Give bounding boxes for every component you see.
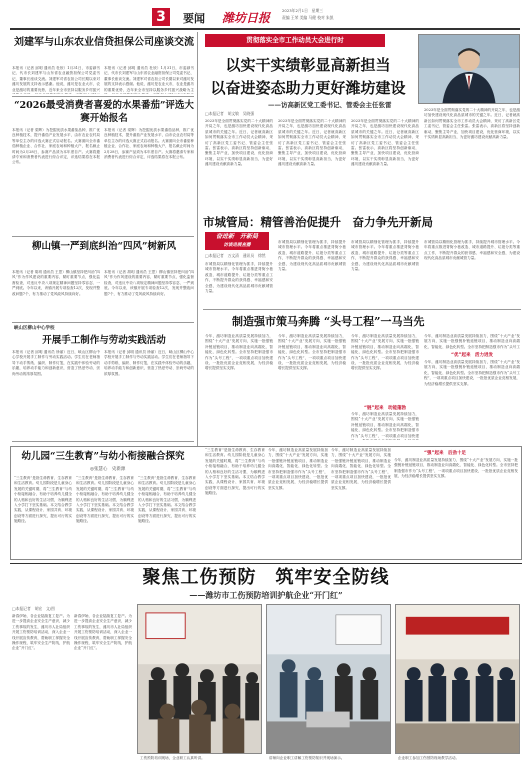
- section-name: 要闻: [183, 12, 205, 25]
- training-caption-1: 工伤预防培训现场，企业职工认真听讲。: [140, 756, 205, 760]
- cp-article-body-col-3b: 今年，潍坊制造业高质量发展持续加力，围绕“十大产业”发展方向，实施一批强链补链延链项目，推动制造业向高端化、智能化、绿色化转型。全市坚持把制造强市作为“头号工程”，一项项重点项目加快建: [351, 412, 419, 438]
- cp-article-headline: 制造强市策马奔腾 “头号工程”一马当先: [232, 315, 425, 328]
- page-number: 3: [152, 8, 170, 26]
- article-separator: [12, 236, 194, 237]
- date-line: 2023年2月1日 星期三: [282, 8, 324, 13]
- article-separator: [12, 96, 194, 97]
- essay-body-col-5: 今年，潍坊制造业高质量发展持续加力，围绕“十大产业”发展方向，实施一批强链补链延链项目，推动制造业向高端化、智能化、绿色化转型。全市坚持把制造强市作为“头号工程”，一项项重点项目加快建设，一批批优质企业竞相发展，为经济稳增长提供坚实支撑。: [268, 448, 328, 490]
- article-4-body: 本报讯（记者 邱明 通讯员 徐丽）近日，峡山区柳山中心学校开展手工制作与劳动实践活动。学生们在老师指导下动手剪纸、编织、制作灯笼，在实践中体验劳动的乐趣，培养动手能力和创新意识，营造了热爱劳动、崇尚劳动的浓厚氛围。: [12, 350, 100, 376]
- city-panel-kicker: 奋进新 开新局: [215, 233, 258, 240]
- feature-headline-2: 以奋进姿态助力更好潍坊建设: [210, 79, 406, 97]
- article-3-body-cont: 本报讯（记者 胡玥 通讯员 王思）柳山镇坚持把纠治“四风”作为作风建设的重要内容，紧盯重要节点，强化监督检查，对违反中央八项规定精神问题坚持零容忍、一严到底。今年以来，该镇开展专项检查12次，发现并整改问题7个，有力推动了党风政风持续向好。: [104, 270, 194, 296]
- article-3-body: 本报讯（记者 胡玥 通讯员 王思）柳山镇坚持把纠治“四风”作为作风建设的重要内容，紧盯重要节点，强化监督检查，对违反中央八项规定精神问题坚持零容忍、一严到底。今年以来，该镇开展专项检查12次，发现并整改问题7个，有力推动了党风政风持续向好。: [12, 270, 100, 296]
- cp-article-body-col-1: 今年，潍坊制造业高质量发展持续加力，围绕“十大产业”发展方向，实施一批强链补链延链项目，推动制造业向高端化、智能化、绿色化转型。全市坚持把制造强市作为“头号工程”，一项项重点项目加快建设，一批批优质企业竞相发展，为经济稳增长提供坚实支撑。: [205, 334, 273, 371]
- city-panel-body-col-1: 市城管局以精细化管理为抓手，持续提升城市管理水平。今年将重点推进背街小巷改造、城市道路提升、垃圾分类等重点工作，不断提升群众的获得感、幸福感和安全感，为建设现代化高品质城市贡献城管力量。: [205, 262, 273, 294]
- bottom-rule: [10, 563, 522, 564]
- cp-article-body-col-4b: 今年，潍坊制造业高质量发展持续加力，围绕“十大产业”发展方向，实施一批强链补链延链项目，推动制造业向高端化、智能化、绿色化转型。全市坚持把制造强市作为“头号工程”，一项项重点项目加快建设，一批批优质企业竞相发展，为经济稳增长提供坚实支撑。: [424, 360, 520, 386]
- cp-article-pull-2: “优”起来 活力迸发: [451, 353, 493, 358]
- cp-article-pull-1: “链”起来 动能蓬勃: [364, 406, 406, 411]
- feature-body-col-2: 2023年是全面贯彻落实党的二十大精神的开局之年，也是潍坊加快建设现代化高品质城市的关键之年。近日，记者就高新区如何贯彻落实全市工作动员大会精神，采访了高新区党工委书记、管委会主任张雷。张雷表示，高新区将坚持创新驱动，聚焦主导产业，加快项目建设，优化营商环境，以实干实绩彰显高新担当，为更好潍坊建设贡献高新力量。: [278, 119, 346, 167]
- article-3-title: 柳山镇一严到底纠治“四风”树新风: [32, 241, 176, 252]
- city-panel-body-col-2: 市城管局以精细化管理为抓手，持续提升城市管理水平。今年将重点推进背街小巷改造、城市道路提升、垃圾分类等重点工作，不断提升群众的获得感、幸福感和安全感，为建设现代化高品质城市贡献城管力量。: [278, 240, 346, 272]
- feature-byline: □本报记者 胡文敏 吴晓强: [205, 111, 255, 116]
- masthead-rule: [10, 28, 520, 30]
- training-caption-2: 讲师向企业职工讲解工伤预防知识并现场演示。: [269, 756, 345, 760]
- city-panel-body-col-3: 市城管局以精细化管理为抓手，持续提升城市管理水平。今年将重点推进背街小巷改造、城市道路提升、垃圾分类等重点工作，不断提升群众的获得感、幸福感和安全感，为建设现代化高品质城市贡献城管力量。: [351, 240, 419, 272]
- city-panel-byline: □本报记者 万文清 通讯员 徐然: [205, 253, 266, 258]
- article-1-body: 本报讯（记者 邱明 通讯员 杜欣）1月31日，市委副书记、代市长刘建军与山东省农业融资担保公司党委书记、董事长座谈交流。刘建军对省农担公司长期以来对潍坊发展的支持表示感谢。他说，潍坊是农业大市，农业是潍坊的重要优势，近年来全市坚持以服务乡村振兴: [12, 66, 100, 92]
- city-panel-headline: 市城管局：精管善治促提升 奋力争先开新局: [203, 215, 433, 229]
- city-panel-body-col-4: 市城管局以精细化管理为抓手，持续提升城市管理水平。今年将重点推进背街小巷改造、城市道路提升、垃圾分类等重点工作，不断提升群众的获得感、幸福感和安全感，为建设现代化高品质城市贡献城管力量。: [424, 240, 520, 261]
- article-separator: [12, 322, 194, 323]
- feature-subhead: ——访高新区党工委书记、管委会主任张雷: [268, 101, 392, 109]
- essay-body-col-6: 今年，潍坊制造业高质量发展持续加力，围绕“十大产业”发展方向，实施一批强链补链延链项目，推动制造业向高端化、智能化、绿色化转型。全市坚持把制造强市作为“头号工程”，一项项重点项目加快建设，一批批优质企业竞相发展，为经济稳增长提供坚实支撑。: [331, 448, 391, 490]
- newspaper-brand: 潍坊日报: [222, 11, 271, 25]
- cp-article-body-col-4: 今年，潍坊制造业高质量发展持续加力，围绕“十大产业”发展方向，实施一批强链补链延链项目，推动制造业向高端化、智能化、绿色化转型。全市坚持把制造强市作为“头号工: [424, 334, 520, 349]
- essay-body-col-3: “三生教育”是指生命教育、生存教育和生活教育。幼儿园阶段是儿童身心发展的关键时期，将“三生教育”与幼小衔接相融合，有助于培养幼儿健全的人格和良好的生活习惯，为顺利进入小学打下坚实基础。本文结合教学实践，从课程设计、家园共育、环境创设等方面进行探究，提出可行的实施路径。: [138, 476, 196, 524]
- cp-article-body-col-3: 今年，潍坊制造业高质量发展持续加力，围绕“十大产业”发展方向，实施一批强链补链延链项目，推动制造业向高端化、智能化、绿色化转型。全市坚持把制造强市作为“头号工程”，一项项重点项目加快建设，一批批优质企业竞相发展，为经济稳增长提供坚实支撑。: [351, 334, 419, 371]
- bottom-body-col-1: 新春伊始，各企业陆续复工复产。为进一步提高企业安全生产意识，减少工伤事故的发生，潍坊市人社局组织开展工伤预防培训活动，深入企业一线开展宣传教育，帮助职工掌握安全操作规程，筑牢安全生产防线，护航企业“开门红”。: [12, 614, 70, 651]
- essay-body-col-2: “三生教育”是指生命教育、生存教育和生活教育。幼儿园阶段是儿童身心发展的关键时期，将“三生教育”与幼小衔接相融合，有助于培养幼儿健全的人格和良好的生活习惯，为顺利进入小学打下坚实基础。本文结合教学实践，从课程设计、家园共育、环境创设等方面进行探究，提出可行的实施路径。: [76, 476, 134, 524]
- essay-body-col-7: 今年，潍坊制造业高质量发展持续加力，围绕“十大产业”发展方向，实施一批强链补链延链项目，推动制造业向高端化、智能化、绿色化转型。全市坚持把制造强市作为“头号工程”，一项项重点项目加快建设，一批批优质企业竞相发展，为经济稳增长提供坚实支撑。: [394, 458, 518, 479]
- essay-body-col-1: “三生教育”是指生命教育、生存教育和生活教育。幼儿园阶段是儿童身心发展的关键时期，将“三生教育”与幼小衔接相融合，有助于培养幼儿健全的人格和良好的生活习惯，为顺利进入小学打下坚实基础。本文结合教学实践，从课程设计、家园共育、环境创设等方面进行探究，提出可行的实施路径。: [14, 476, 72, 524]
- essay-body-col-4: “三生教育”是指生命教育、生存教育和生活教育。幼儿园阶段是儿童身心发展的关键时期，将“三生教育”与幼小衔接相融合，有助于培养幼儿健全的人格和良好的生活习惯，为顺利进入小学打下坚实基础。本文结合教学实践，从课程设计、家园共育、环境创设等方面进行探究，提出可行的实施路径。: [205, 448, 265, 496]
- article-4-kicker: 峡山区柳山中心学校: [14, 326, 55, 331]
- article-1-title: 刘建军与山东农业信贷担保公司座谈交流: [14, 37, 194, 48]
- article-2-body: 本报讯（记者 梁辉）为挖掘优质水果番茄品种，推广优良种植技术，提升番茄产业发展水平，由市农业农村局等单位主办的评选大赛正式启动报名。大赛面向全市番茄种植企业、合作社、家庭农场和种植大户，报名截止时间为2月28日，参赛产品须为本年度自产。大赛将邀请专家和消费者代表进行综合评定，评选结果将在本报公布。: [12, 128, 100, 165]
- training-photo-1: [137, 604, 262, 754]
- section-separator: [203, 309, 521, 310]
- article-separator: [12, 441, 194, 442]
- city-panel-kicker-box: [205, 232, 269, 250]
- article-4-body-cont: 本报讯（记者 邱明 通讯员 徐丽）近日，峡山区柳山中心学校开展手工制作与劳动实践活动。学生们在老师指导下动手剪纸、编织、制作灯笼，在实践中体验劳动的乐趣，培养动手能力和创新意识，营造了热爱劳动、崇尚劳动的浓厚氛围。: [104, 350, 194, 376]
- feature-body-col-3: 2023年是全面贯彻落实党的二十大精神的开局之年，也是潍坊加快建设现代化高品质城市的关键之年。近日，记者就高新区如何贯彻落实全市工作动员大会精神，采访了高新区党工委书记、管委会主任张雷。张雷表示，高新区将坚持创新驱动，聚焦主导产业，加快项目建设，优化营商环境，以实干实绩彰显高新担当，为更好潍坊建设贡献高新力量。: [351, 119, 419, 167]
- bottom-byline: □本报记者 胡宏 文/图: [12, 606, 55, 611]
- feature-body-col-1: 2023年是全面贯彻落实党的二十大精神的开局之年，也是潍坊加快建设现代化高品质城市的关键之年。近日，记者就高新区如何贯彻落实全市工作动员大会精神，采访了高新区党工委书记、管委会主任张雷。张雷表示，高新区将坚持创新驱动，聚焦主导产业，加快项目建设，优化营商环境，以实干实绩彰显高新担当，为更好潍坊建设贡献高新力量。: [205, 119, 273, 167]
- article-2-body-cont: 本报讯（记者 梁辉）为挖掘优质水果番茄品种，推广优良种植技术，提升番茄产业发展水平，由市农业农村局等单位主办的评选大赛正式启动报名。大赛面向全市番茄种植企业、合作社、家庭农场和种植大户，报名截止时间为2月28日，参赛产品须为本年度自产。大赛将邀请专家和消费者代表进行综合评定，评选结果将在本报公布。: [104, 128, 194, 160]
- cp-article-body-col-2: 今年，潍坊制造业高质量发展持续加力，围绕“十大产业”发展方向，实施一批强链补链延链项目，推动制造业向高端化、智能化、绿色化转型。全市坚持把制造强市作为“头号工程”，一项项重点项目加快建设，一批批优质企业竞相发展，为经济稳增长提供坚实支撑。: [278, 334, 346, 371]
- feature-body-col-4: 2023年是全面贯彻落实党的二十大精神的开局之年，也是潍坊加快建设现代化高品质城市的关键之年。近日，记者就高新区如何贯彻落实全市工作动员大会精神，采访了高新区党工委书记、管委会主任张雷。张雷表示，高新区将坚持创新驱动，聚焦主导产业，加快项目建设，优化营商环境，以实干实绩彰显高新担当，为更好潍坊建设贡献高新力量。: [424, 108, 520, 140]
- training-photo-3: [395, 604, 520, 754]
- feature-portrait-photo: [418, 34, 520, 104]
- article-1-body-cont: 本报讯（记者 邱明 通讯员 杜欣）1月31日，市委副书记、代市长刘建军与山东省农业融资担保公司党委书记、董事长座谈交流。刘建军对省农担公司长期以来对潍坊发展的支持表示感谢。他说，潍坊是农业大市，农业是潍坊的重要优势，近年来全市坚持以服务乡村振兴战略为主: [104, 66, 194, 92]
- article-2-title: “2026最受消费者喜爱的水果番茄”评选大赛开始报名: [14, 100, 194, 124]
- training-photo-2: [266, 604, 391, 754]
- essay-title: 幼儿园“三生教育”与幼小衔接融合探究: [21, 451, 185, 462]
- column-divider: [197, 32, 198, 446]
- cp-article-pull-3: “强”起来 后劲十足: [424, 451, 466, 456]
- feature-headline-1: 以实干实绩彰显高新担当: [225, 56, 391, 74]
- article-4-title: 开展手工制作与劳动实践活动: [42, 335, 166, 346]
- feature-banner: 贯彻落实全市工作动员大会进行时: [205, 34, 385, 47]
- bottom-subhead: ——潍坊市工伤预防培训护航企业“开门红”: [189, 590, 343, 600]
- essay-author: ◎张慧心 史新源: [90, 467, 126, 472]
- bottom-headline: 聚焦工伤预防 筑牢安全防线: [142, 567, 390, 588]
- editors-line: 责编 王荣 美编 马健 校对 朱凯: [282, 15, 334, 20]
- city-panel-sub-kicker: 访谈进展直播: [223, 243, 251, 248]
- training-caption-3: 企业职工参加工伤预防现场教学活动。: [398, 756, 460, 760]
- bottom-body-col-2: 新春伊始，各企业陆续复工复产。为进一步提高企业安全生产意识，减少工伤事故的发生，潍坊市人社局组织开展工伤预防培训活动，深入企业一线开展宣传教育，帮助职工掌握安全操作规程，筑牢安全生产防线，护航企业“开门红”。: [74, 614, 132, 651]
